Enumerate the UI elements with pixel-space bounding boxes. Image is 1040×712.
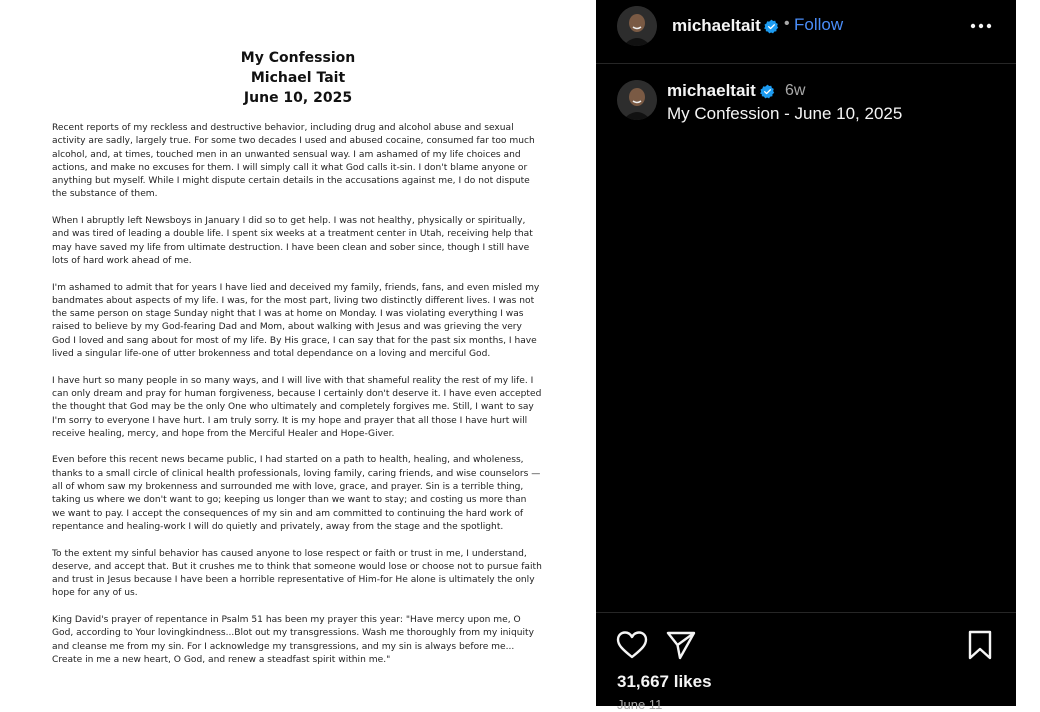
separator-dot: • <box>784 15 790 32</box>
avatar[interactable] <box>617 6 657 46</box>
document-author: Michael Tait <box>250 70 346 86</box>
likes-count[interactable]: 31,667 likes <box>617 672 712 691</box>
document-paragraph: I have hurt so many people in so many ways, and I will live with that shameful reality the rest of my life. I can only dream and pray for human forgiveness, because I certainly don't deserve it. I have even accepted the thought that God may be the only One who ultimately and completely forgives me. Still, I want to say I'm sorry to everyone I have hurt. I am truly sorry. It is my hope and prayer that all those I have hurt will receive healing, mercy, and hope from the Merciful Healer and Hope-Giver. <box>52 375 542 439</box>
caption-avatar[interactable] <box>617 80 657 120</box>
document-paragraph: To the extent my sinful behavior has caused anyone to lose respect or faith or trust in me, I understand, deserve, and accept that. But it crushes me to think that someone would lose or choose not to pursue faith and trust in Jesus because I have been a horrible representative of Him-for He alone is ultimately the only hope for any of us. <box>52 548 542 599</box>
heart-icon <box>616 630 648 660</box>
post-date: June 11 <box>617 697 663 712</box>
document-paragraph: King David's prayer of repentance in Psalm 51 has been my prayer this year: "Have mercy upon me, O God, according to Your lovingkindness...Blot out my transgressions. Wash me thoroughly from my iniquity and cleanse me from my sin. For I acknowledge my transgressions, and my sin is always before me... Create in me a new heart, O God, and renew a steadfast spirit within me." <box>52 614 534 665</box>
document-paragraph: Recent reports of my reckless and destructive behavior, including drug and alcohol abuse and sexual activity are sadly, largely true. For some two decades I used and abused cocaine, consumed far too much alcohol, and, at times, touched men in an unwanted sensual way. I am ashamed of my life choices and actions, and make no excuses for them. I will simply call it what God calls it-sin. I don't blame anyone or anything but myself. While I might dispute certain details in the accusations against me, I do not dispute the substance of them. <box>52 123 535 200</box>
document-paragraph: I'm ashamed to admit that for years I have lied and deceived my family, friends, fans, and even misled my bandmates about aspects of my life. I was, for the most part, living two distinctly different lives. I was not the same person on stage Sunday night that I was at home on Monday. I was violating everything I was raised to believe by my God-fearing Dad and Mom, about walking with Jesus and was grieving the very God I loved and sang about for most of my life. By His grace, I can say that for the past six months, I have lived a singular life-one of utter brokenness and total dependance on a loving and merciful God. <box>52 282 540 360</box>
verified-badge-icon <box>764 19 779 34</box>
document-paragraph: When I abruptly left Newsboys in January I did so to get help. I was not healthy, physically or spiritually, and was tired of leading a double life. I spent six weeks at a treatment center in Utah, receiving help that may have saved my life from ultimate destruction. I have been clean and sober since, though I still have lots of hard work ahead of me. <box>52 216 533 266</box>
header-username[interactable]: michaeltait <box>672 16 761 35</box>
post-side-panel <box>596 0 1016 712</box>
more-options-icon[interactable] <box>968 16 994 36</box>
send-icon <box>666 630 696 660</box>
verified-badge-icon <box>760 84 775 99</box>
share-button[interactable] <box>666 630 696 660</box>
save-button[interactable] <box>966 630 994 660</box>
like-button[interactable] <box>616 630 648 660</box>
document-body <box>52 122 542 680</box>
post-header <box>596 0 1016 64</box>
background-strip <box>1016 0 1040 706</box>
divider <box>596 612 1016 613</box>
document-header <box>0 48 596 108</box>
document-title: My Confession <box>240 50 356 66</box>
caption-text: My Confession - June 10, 2025 <box>667 104 903 123</box>
bookmark-icon <box>966 630 994 660</box>
document-date: June 10, 2025 <box>243 90 353 106</box>
document-paragraph: Even before this recent news became public, I had started on a path to health, healing, and wholeness, thanks to a small circle of clinical health professionals, loving family, caring friends, and wise counselors —all of whom saw my brokenness and surrounded me with love, grace, and prayer. Sin is a terrible thing, taking us where we don't want to go; keeping us longer than we want to stay; and costing us more than we want to pay. I accept the consequences of my sin and am committed to continuing the hard work of repentance and healing-work I will do quietly and privately, away from the stage and the spotlight. <box>52 455 541 532</box>
caption-timestamp[interactable]: 6w <box>785 82 806 99</box>
caption-username[interactable]: michaeltait <box>667 81 756 100</box>
follow-button[interactable]: Follow <box>794 15 844 34</box>
